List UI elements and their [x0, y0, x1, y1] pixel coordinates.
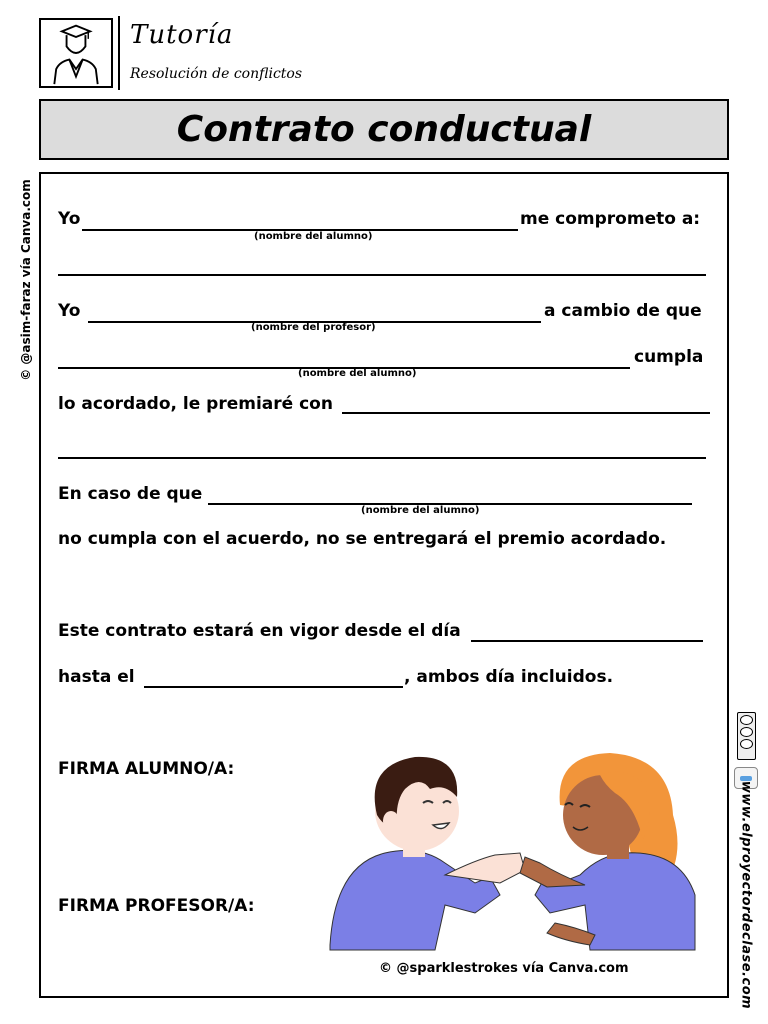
illustration-credit: © @sparklestrokes vía Canva.com: [379, 961, 629, 976]
document-title: Contrato conductual: [39, 99, 729, 160]
line9-start: Este contrato estará en vigor desde el día: [58, 621, 461, 641]
line1-start: Yo: [58, 209, 81, 229]
blank-reward-2: [58, 457, 706, 459]
website-credit: www.elproyectordeclase.com: [738, 780, 754, 1010]
line3-start: Yo: [58, 301, 81, 321]
graduate-icon: [41, 20, 111, 86]
header-subtitle: Resolución de conflictos: [130, 66, 303, 82]
blank-end-date: [144, 686, 403, 688]
blank-start-date: [471, 640, 703, 642]
header-title: Tutoría: [130, 20, 234, 50]
firma-profesor-label: FIRMA PROFESOR/A:: [58, 896, 255, 916]
line10-start: hasta el: [58, 667, 135, 687]
header-divider: [118, 16, 120, 90]
logo-box: [39, 18, 113, 88]
line10-end: , ambos día incluidos.: [404, 667, 614, 687]
line4-end: cumpla: [634, 347, 704, 367]
line1-end: me comprometo a:: [520, 209, 701, 229]
creative-commons-icon: [737, 712, 756, 760]
hint-alumno: (nombre del alumno): [254, 231, 373, 242]
pinky-promise-illustration: [325, 745, 700, 955]
blank-reward: [342, 412, 710, 414]
hint-alumno-3: (nombre del alumno): [361, 505, 480, 516]
line8: no cumpla con el acuerdo, no se entregará el premio acordado.: [58, 529, 667, 549]
left-credit: © @asim-faraz vía Canva.com: [19, 179, 33, 381]
line3-end: a cambio de que: [544, 301, 702, 321]
line5-start: lo acordado, le premiaré con: [58, 394, 333, 414]
blank-commitment: [58, 274, 706, 276]
hint-profesor: (nombre del profesor): [251, 322, 376, 333]
hint-alumno-2: (nombre del alumno): [298, 368, 417, 379]
firma-alumno-label: FIRMA ALUMNO/A:: [58, 759, 235, 779]
line7-start: En caso de que: [58, 484, 203, 504]
